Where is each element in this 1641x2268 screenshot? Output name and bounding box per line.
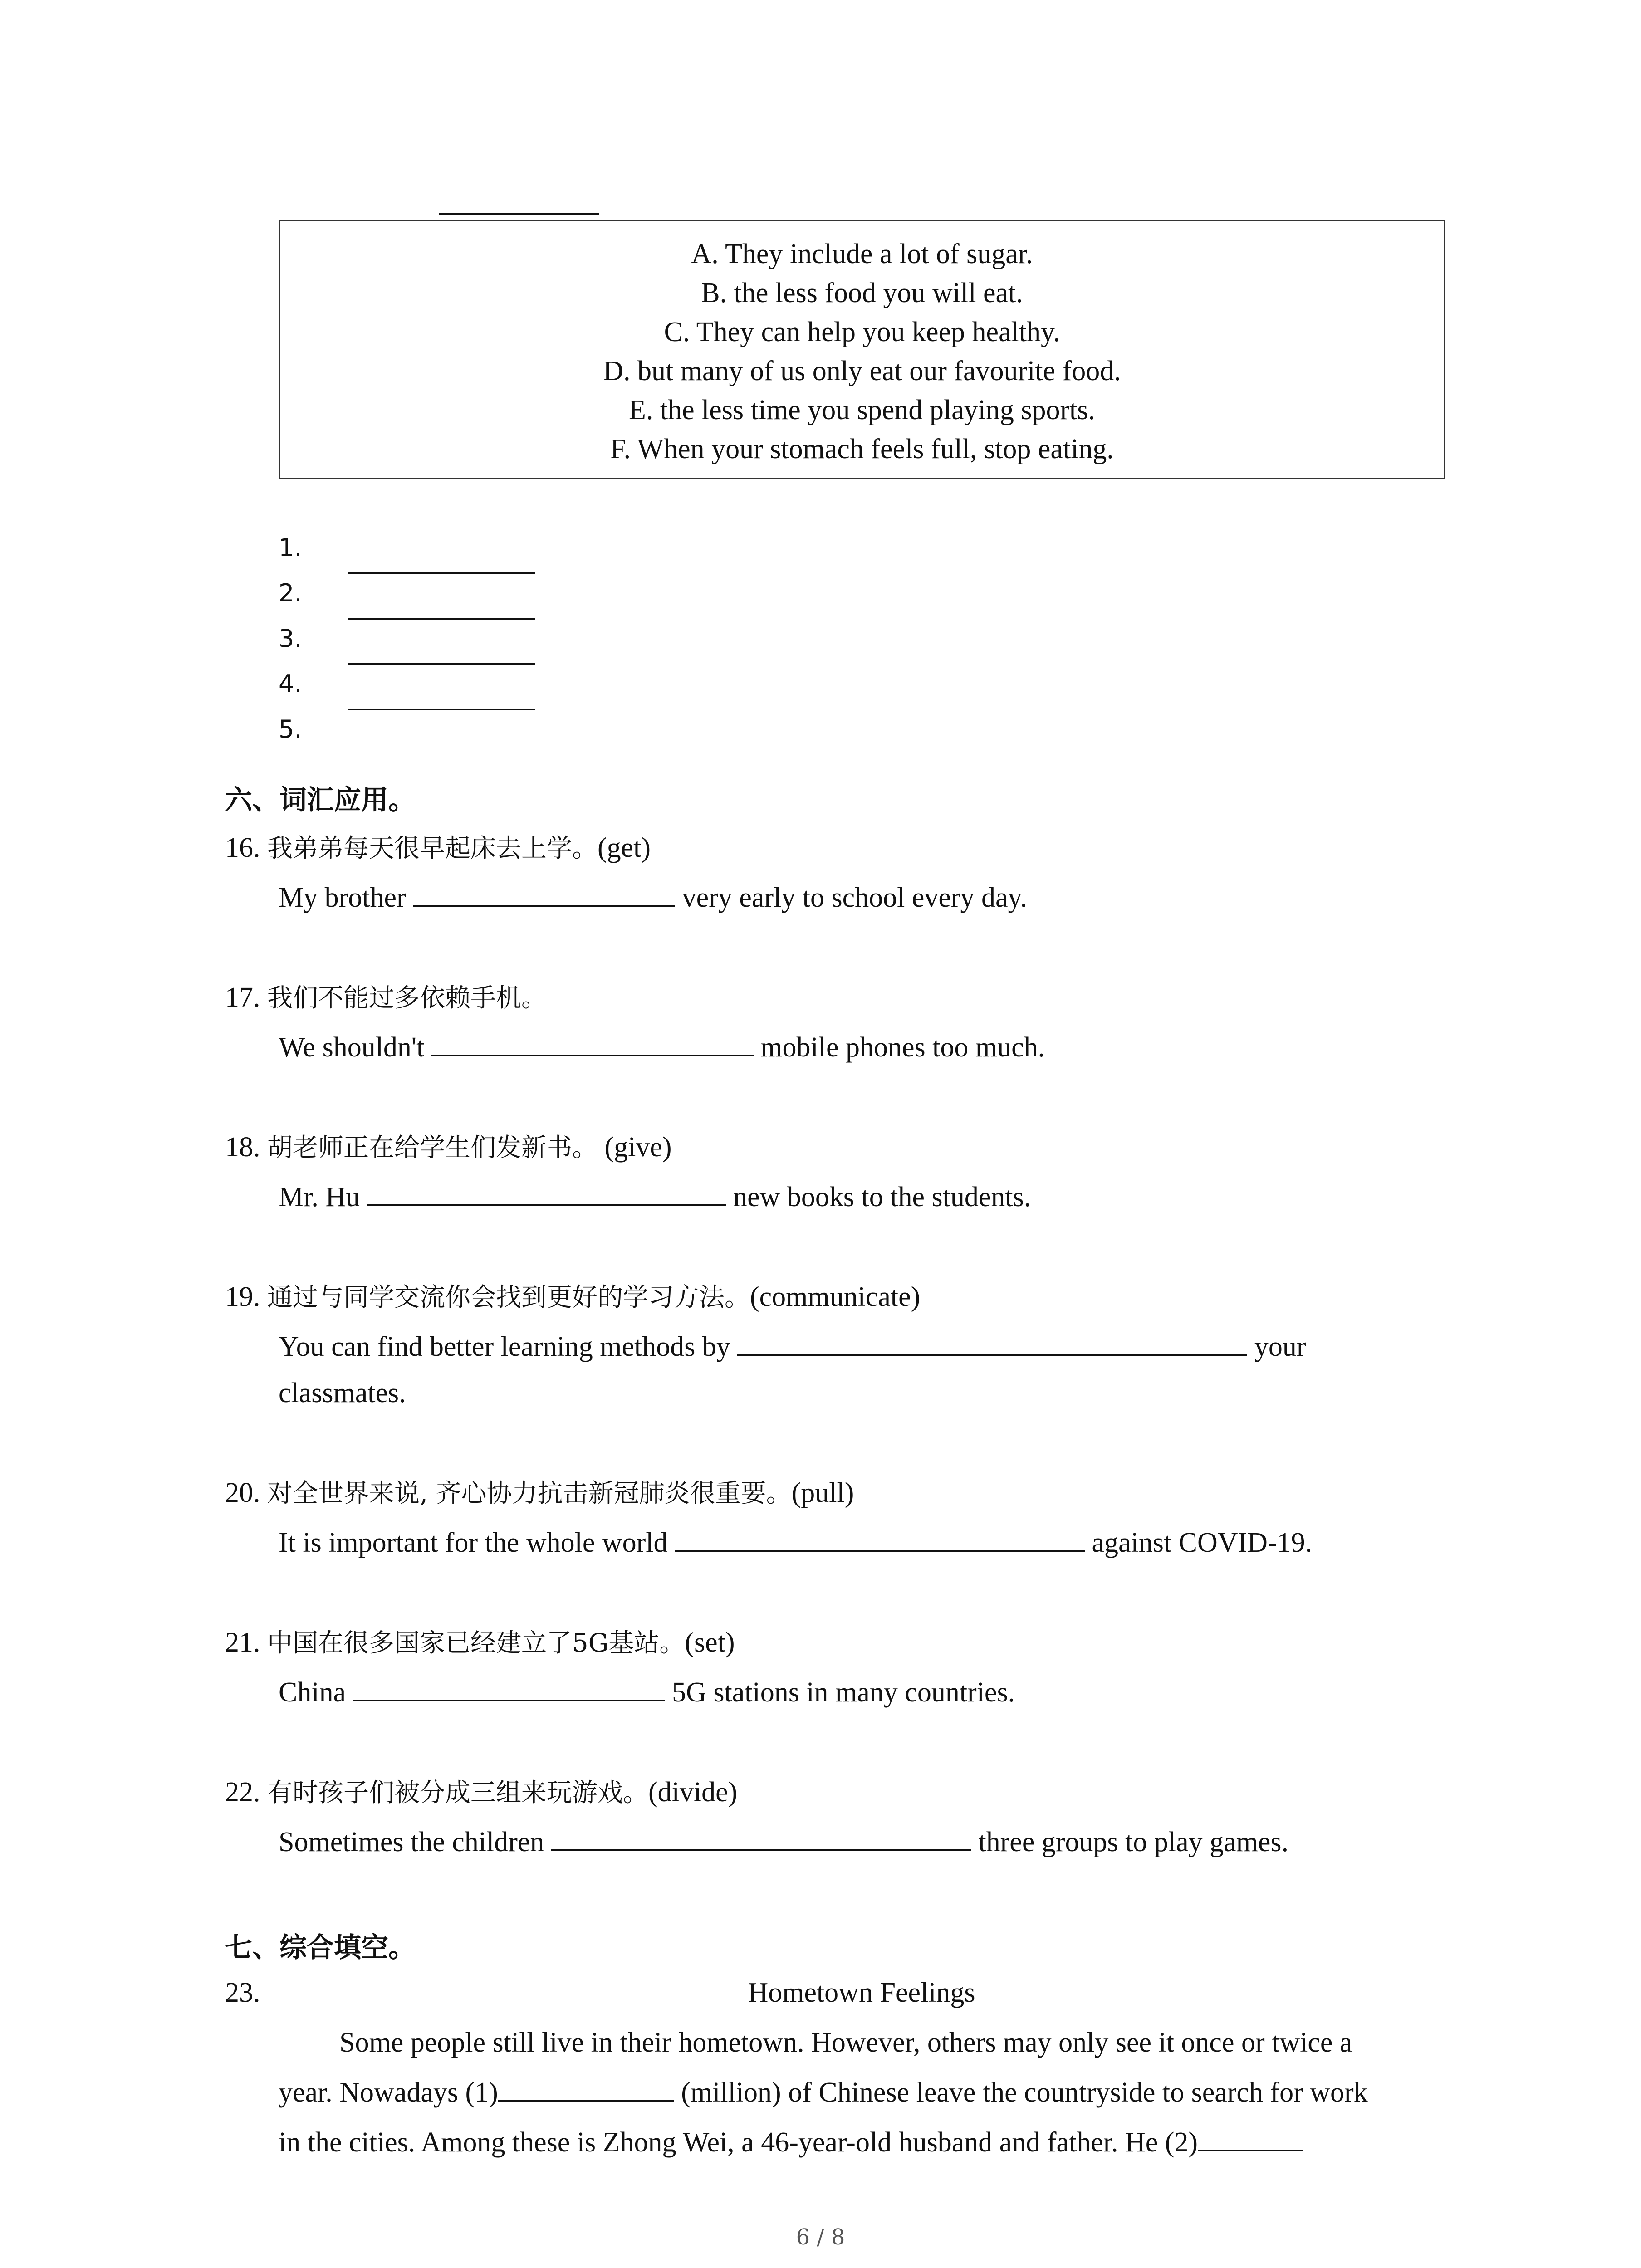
question-chinese: 中国在很多国家已经建立了5G基站。: [267, 1628, 685, 1658]
question-chinese: 胡老师正在给学生们发新书。: [267, 1133, 598, 1163]
question-hint: (give): [598, 1132, 672, 1163]
question-17-sentence: [279, 1031, 1045, 1064]
top-answer-line: [439, 213, 599, 215]
question-number: 16.: [225, 832, 260, 863]
sentence-end: your: [1254, 1331, 1306, 1362]
answer-number-2: 2.: [279, 579, 302, 607]
question-22-sentence: [279, 1826, 1288, 1858]
answer-blank-17[interactable]: [431, 1050, 754, 1056]
passage-text: (million) of Chinese leave the countryside to search for work: [674, 2077, 1368, 2108]
page-number: 6 / 8: [796, 2224, 845, 2250]
question-hint: (divide): [648, 1777, 738, 1808]
answer-line-4[interactable]: [348, 709, 535, 710]
passage-blank-1[interactable]: [498, 2095, 674, 2102]
question-19-sentence-continued: classmates.: [279, 1378, 406, 1408]
question-20-sentence: [279, 1527, 1312, 1559]
question-hint: (pull): [791, 1477, 854, 1508]
answer-blank-19[interactable]: [737, 1349, 1247, 1356]
answer-number-5: 5.: [279, 715, 302, 743]
question-hint: (communicate): [750, 1281, 921, 1312]
question-hint: (set): [685, 1627, 735, 1658]
sentence-end: mobile phones too much.: [760, 1032, 1045, 1063]
question-number: 22.: [225, 1777, 260, 1808]
question-number: 18.: [225, 1132, 260, 1163]
option-f: F. When your stomach feels full, stop eating.: [610, 434, 1114, 464]
question-22: [225, 1773, 737, 1809]
answer-line-2[interactable]: [348, 618, 535, 620]
question-21-sentence: [279, 1677, 1015, 1709]
passage-blank-2[interactable]: [1198, 2145, 1303, 2151]
answer-line-1[interactable]: [348, 572, 535, 574]
question-chinese: 我们不能过多依赖手机。: [267, 983, 547, 1013]
question-chinese: 对全世界来说, 齐心协力抗击新冠肺炎很重要。: [267, 1479, 792, 1508]
question-17: [225, 978, 547, 1014]
question-18: [225, 1128, 672, 1164]
sentence-start: China: [279, 1677, 346, 1708]
question-number: 19.: [225, 1281, 260, 1312]
sentence-start: Mr. Hu: [279, 1182, 360, 1212]
sentence-end: very early to school every day.: [682, 882, 1028, 913]
section-6-title: 六、词汇应用。: [225, 784, 416, 816]
answer-line-3[interactable]: [348, 663, 535, 665]
sentence-end: three groups to play games.: [978, 1827, 1288, 1857]
question-16: [225, 828, 651, 865]
option-c: C. They can help you keep healthy.: [664, 317, 1060, 347]
passage-text: year. Nowadays (1): [279, 2077, 498, 2108]
answer-blank-22[interactable]: [551, 1845, 971, 1851]
question-19-sentence: [279, 1331, 1306, 1363]
sentence-end: new books to the students.: [733, 1182, 1031, 1212]
sentence-start: We shouldn't: [279, 1032, 425, 1063]
passage-line-2: [279, 2077, 1445, 2109]
passage-line-1: Some people still live in their hometown. However, others may only see it once or twice a: [339, 2027, 1352, 2058]
question-18-sentence: [279, 1181, 1031, 1213]
question-number: 17.: [225, 982, 260, 1013]
sentence-start: It is important for the whole world: [279, 1527, 668, 1558]
sentence-start: You can find better learning methods by: [279, 1331, 730, 1362]
answer-blank-20[interactable]: [675, 1545, 1085, 1552]
answer-number-3: 3.: [279, 624, 302, 653]
question-23-number: 23.: [225, 1977, 260, 2008]
question-number: 21.: [225, 1627, 260, 1658]
section-7-title: 七、综合填空。: [225, 1932, 416, 1964]
option-d: D. but many of us only eat our favourite food.: [603, 356, 1121, 386]
question-chinese: 通过与同学交流你会找到更好的学习方法。: [267, 1283, 750, 1312]
passage-text: in the cities. Among these is Zhong Wei, a 46-year-old husband and father. He (2): [279, 2127, 1198, 2158]
option-e: E. the less time you spend playing sports.: [628, 395, 1096, 425]
sentence-end: against COVID-19.: [1092, 1527, 1313, 1558]
passage-line-3: [279, 2126, 1445, 2159]
question-20: [225, 1473, 854, 1510]
answer-blank-16[interactable]: [413, 900, 675, 907]
question-chinese: 我弟弟每天很早起床去上学。: [267, 834, 598, 863]
option-a: A. They include a lot of sugar.: [691, 239, 1033, 269]
answer-number-4: 4.: [279, 670, 302, 698]
question-number: 20.: [225, 1477, 260, 1508]
answer-number-1: 1.: [279, 533, 302, 562]
sentence-start: Sometimes the children: [279, 1827, 544, 1857]
question-21: [225, 1623, 735, 1659]
sentence-end: 5G stations in many countries.: [672, 1677, 1015, 1708]
sentence-start: My brother: [279, 882, 406, 913]
question-hint: (get): [598, 832, 651, 863]
answer-blank-21[interactable]: [353, 1695, 665, 1701]
question-chinese: 有时孩子们被分成三组来玩游戏。: [267, 1778, 648, 1808]
options-box: [279, 220, 1445, 479]
passage-title: Hometown Feelings: [748, 1977, 975, 2008]
question-19: [225, 1277, 920, 1314]
answer-blank-18[interactable]: [367, 1200, 726, 1206]
option-b: B. the less food you will eat.: [701, 278, 1023, 308]
question-16-sentence: [279, 882, 1027, 914]
